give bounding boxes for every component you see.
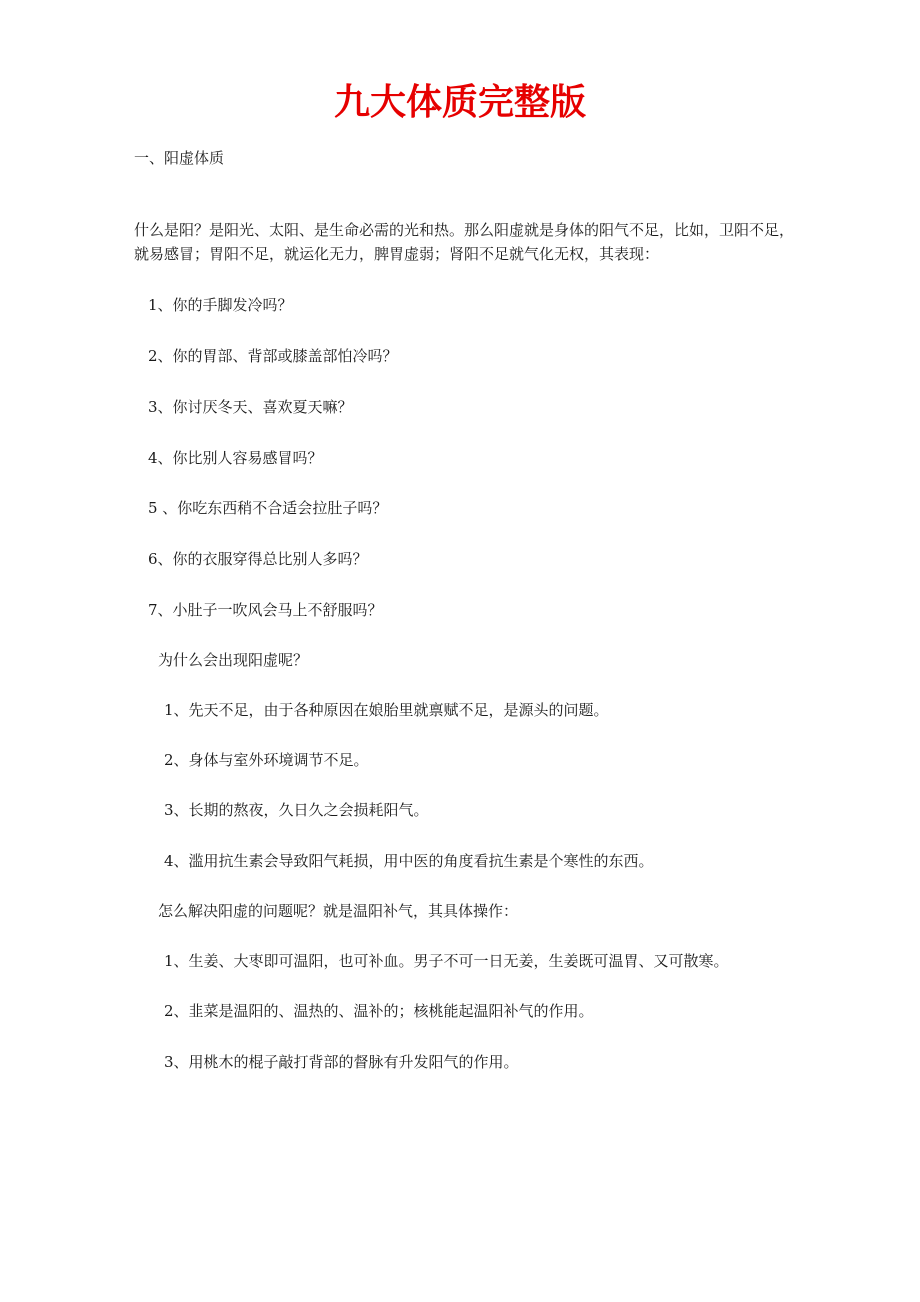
solution-item-3: 3、用桃木的棍子敲打背部的督脉有升发阳气的作用。 xyxy=(164,1053,519,1071)
symptom-question-3: 3、你讨厌冬天、喜欢夏天嘛？ xyxy=(148,398,353,416)
symptom-question-2: 2、你的胃部、背部或膝盖部怕冷吗？ xyxy=(148,347,398,365)
section-heading: 一、阳虚体质 xyxy=(134,149,225,167)
solution-item-1: 1、生姜、大枣即可温阳，也可补血。男子不可一日无姜，生姜既可温胃、又可散寒。 xyxy=(164,952,729,970)
document-title: 九大体质完整版 xyxy=(333,82,586,123)
intro-paragraph: 什么是阳？是阳光、太阳、是生命必需的光和热。那么阳虚就是身体的阳气不足，比如，卫阳不足，就易感冒；胃阳不足，就运化无力，脾胃虚弱；肾阳不足就气化无权，其表现： xyxy=(134,221,795,263)
causes-heading: 为什么会出现阳虚呢？ xyxy=(158,651,309,669)
symptom-question-1: 1、你的手脚发冷吗？ xyxy=(148,296,293,314)
symptom-question-6: 6、你的衣服穿得总比别人多吗？ xyxy=(148,550,368,568)
cause-item-2: 2、身体与室外环境调节不足。 xyxy=(164,751,369,769)
cause-item-3: 3、长期的熬夜，久日久之会损耗阳气。 xyxy=(164,801,429,819)
symptom-question-5: 5 、你吃东西稍不合适会拉肚子吗？ xyxy=(148,499,388,517)
cause-item-1: 1、先天不足，由于各种原因在娘胎里就禀赋不足，是源头的问题。 xyxy=(164,701,609,719)
cause-item-4: 4、滥用抗生素会导致阳气耗损，用中医的角度看抗生素是个寒性的东西。 xyxy=(164,852,654,870)
symptom-question-4: 4、你比别人容易感冒吗？ xyxy=(148,449,323,467)
solutions-heading: 怎么解决阳虚的问题呢？就是温阳补气，其具体操作： xyxy=(158,902,519,920)
solution-item-2: 2、韭菜是温阳的、温热的、温补的；核桃能起温阳补气的作用。 xyxy=(164,1002,594,1020)
symptom-question-7: 7、小肚子一吹风会马上不舒服吗？ xyxy=(148,601,383,619)
